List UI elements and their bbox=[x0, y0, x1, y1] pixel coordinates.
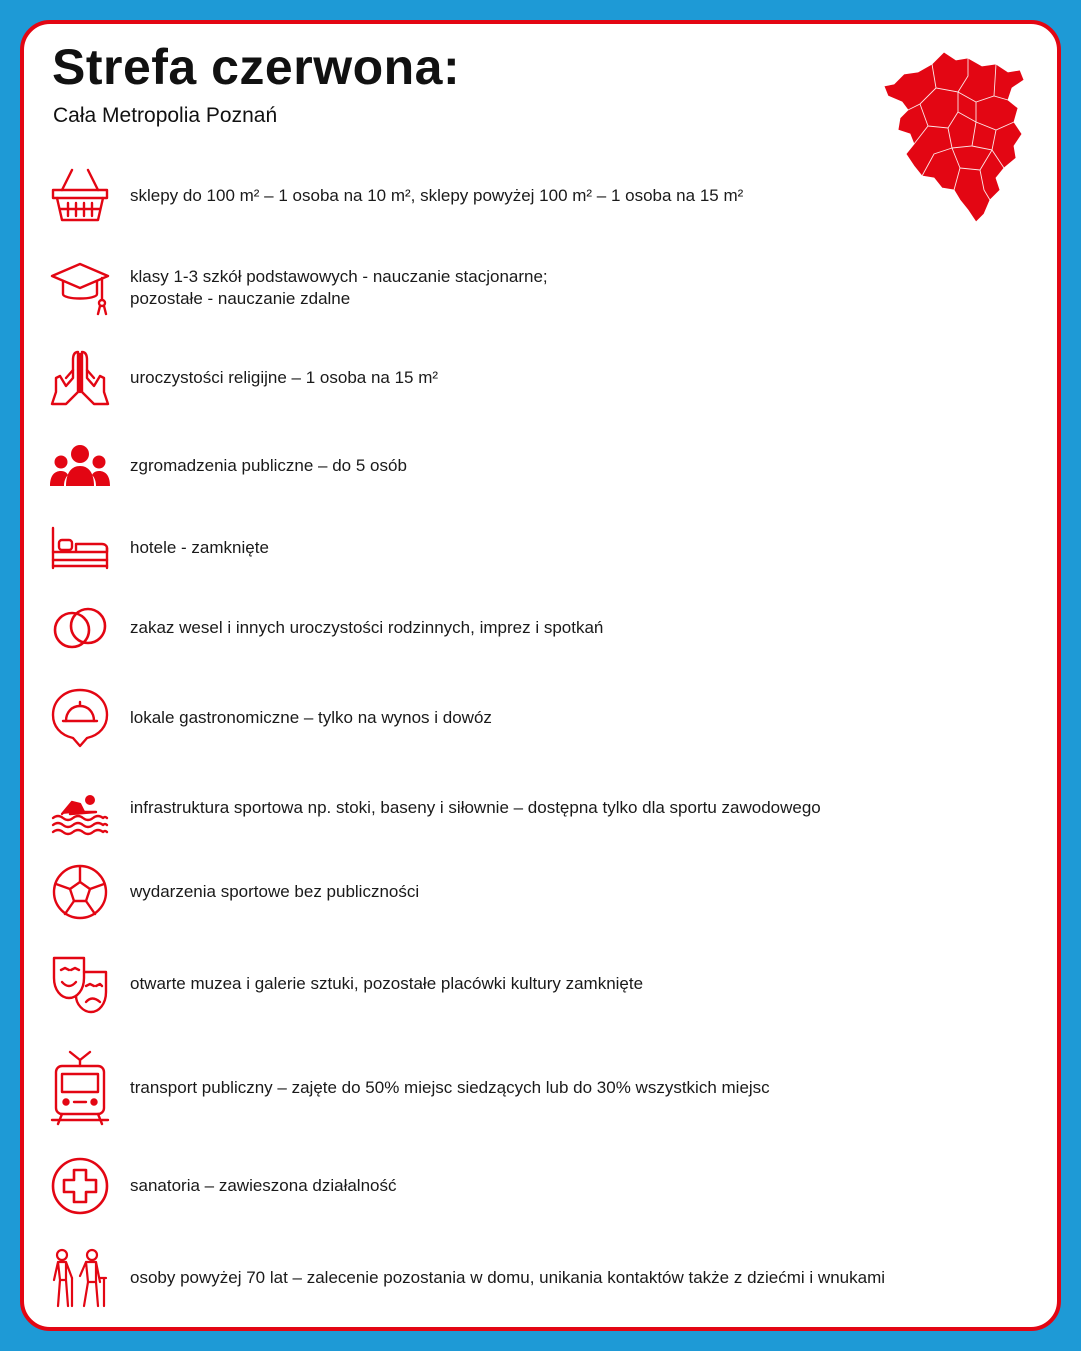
item-text: infrastruktura sportowa np. stoki, baseny i siłownie – dostępna tylko dla sportu zawodowego bbox=[130, 798, 821, 817]
graduation-cap-icon bbox=[50, 258, 110, 318]
list-item bbox=[50, 166, 1040, 226]
list-item bbox=[50, 598, 1040, 658]
medical-cross-icon bbox=[50, 1156, 110, 1216]
restaurant-pin-icon bbox=[50, 688, 110, 748]
item-text: sklepy do 100 m² – 1 osoba na 10 m², sklepy powyżej 100 m² – 1 osoba na 15 m² bbox=[130, 186, 744, 205]
item-text: wydarzenia sportowe bez publiczności bbox=[130, 882, 420, 901]
list-item bbox=[50, 348, 1040, 408]
list-item bbox=[50, 1050, 1040, 1126]
swimmer-icon bbox=[50, 778, 110, 838]
wedding-rings-icon bbox=[50, 598, 110, 658]
tram-icon bbox=[50, 1050, 110, 1126]
item-text: klasy 1-3 szkół podstawowych - nauczanie stacjonarne; pozostałe - nauczanie zdalne bbox=[130, 267, 548, 308]
shopping-basket-icon bbox=[50, 166, 110, 226]
list-item bbox=[50, 778, 1040, 838]
item-text: otwarte muzea i galerie sztuki, pozostałe placówki kultury zamknięte bbox=[130, 974, 644, 993]
list-item bbox=[50, 1156, 1040, 1216]
item-text: zakaz wesel i innych uroczystości rodzinnych, imprez i spotkań bbox=[130, 618, 604, 637]
list-item bbox=[50, 258, 1040, 318]
item-text: uroczystości religijne – 1 osoba na 15 m² bbox=[130, 368, 439, 387]
bed-icon bbox=[50, 518, 110, 578]
list-item bbox=[50, 954, 1040, 1014]
info-card bbox=[20, 20, 1061, 1331]
list-item bbox=[50, 688, 1040, 748]
item-text: transport publiczny – zajęte do 50% miejsc siedzących lub do 30% wszystkich miejsc bbox=[130, 1078, 770, 1097]
elderly-people-icon bbox=[50, 1248, 110, 1308]
item-text: hotele - zamknięte bbox=[130, 538, 269, 557]
page-subtitle: Cała Metropolia Poznań bbox=[53, 104, 278, 127]
item-text: lokale gastronomiczne – tylko na wynos i dowóz bbox=[130, 708, 492, 727]
list-item bbox=[50, 436, 1040, 496]
item-text: zgromadzenia publiczne – do 5 osób bbox=[130, 456, 407, 475]
list-item bbox=[50, 862, 1040, 922]
item-text: sanatoria – zawieszona działalność bbox=[130, 1176, 397, 1195]
people-group-icon bbox=[50, 436, 110, 496]
list-item bbox=[50, 518, 1040, 578]
list-item bbox=[50, 1248, 1040, 1308]
page-title: Strefa czerwona: bbox=[52, 39, 461, 95]
praying-hands-icon bbox=[50, 348, 110, 408]
football-icon bbox=[50, 862, 110, 922]
item-text: osoby powyżej 70 lat – zalecenie pozostania w domu, unikania kontaktów także z dziećmi i wnukami bbox=[130, 1268, 886, 1287]
theater-masks-icon bbox=[50, 954, 110, 1014]
